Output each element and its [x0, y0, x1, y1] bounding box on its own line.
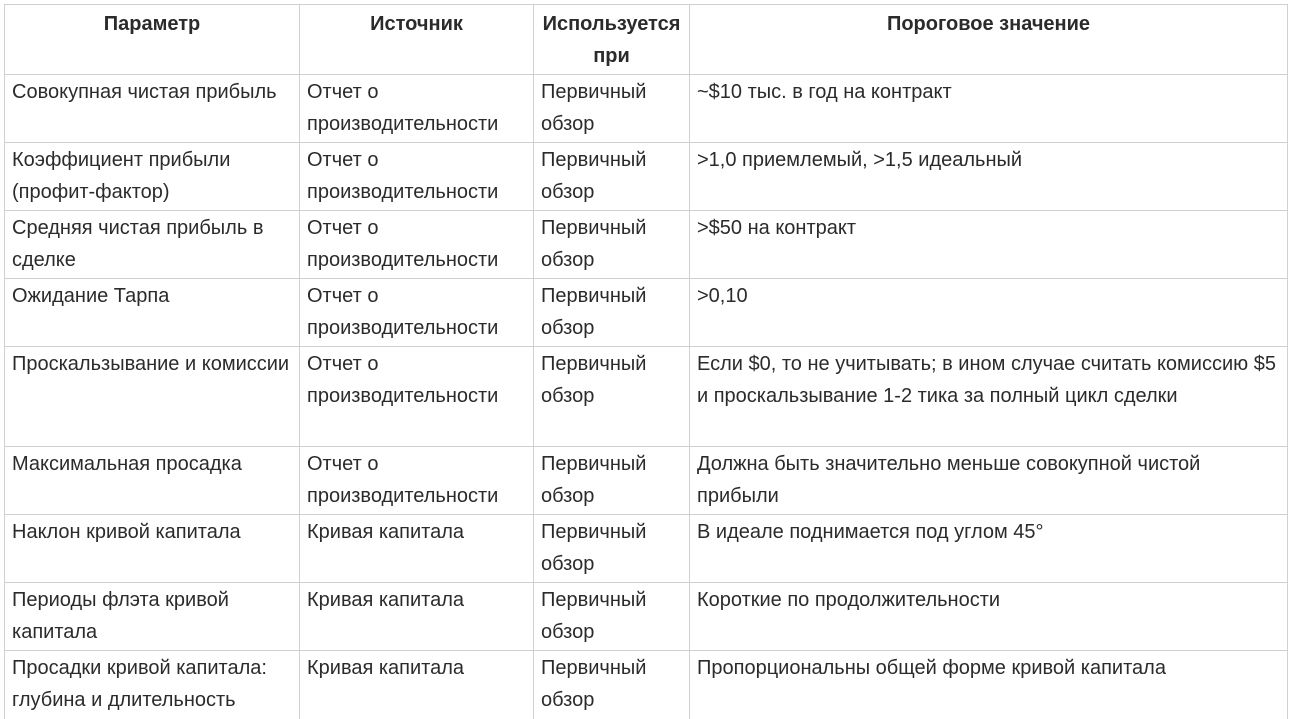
table-body: [5, 75, 1288, 719]
table-row: [5, 211, 1288, 279]
cell-used-at: Первичный обзор: [534, 515, 690, 583]
cell-used-at: Первичный обзор: [534, 143, 690, 211]
cell-source: Отчет о производительности: [300, 211, 534, 279]
cell-parameter: Просадки кривой капитала: глубина и длительность: [5, 651, 300, 719]
cell-threshold: Короткие по продолжительности: [690, 583, 1288, 651]
criteria-table: [4, 4, 1288, 719]
header-parameter: Параметр: [5, 5, 300, 75]
cell-source: Отчет о производительности: [300, 143, 534, 211]
header-row: [5, 5, 1288, 75]
cell-source: Кривая капитала: [300, 651, 534, 719]
header-threshold: Пороговое значение: [690, 5, 1288, 75]
cell-used-at: Первичный обзор: [534, 211, 690, 279]
cell-source: Отчет о производительности: [300, 75, 534, 143]
cell-source: Отчет о производительности: [300, 347, 534, 447]
cell-used-at: Первичный обзор: [534, 447, 690, 515]
table-row: [5, 143, 1288, 211]
table-row: [5, 279, 1288, 347]
cell-used-at: Первичный обзор: [534, 651, 690, 719]
cell-used-at: Первичный обзор: [534, 583, 690, 651]
table-header: [5, 5, 1288, 75]
header-source: Источник: [300, 5, 534, 75]
cell-parameter: Ожидание Тарпа: [5, 279, 300, 347]
cell-threshold: >$50 на контракт: [690, 211, 1288, 279]
cell-used-at: Первичный обзор: [534, 347, 690, 447]
cell-source: Кривая капитала: [300, 583, 534, 651]
table-row: [5, 447, 1288, 515]
cell-threshold: Пропорциональны общей форме кривой капитала: [690, 651, 1288, 719]
table-row: [5, 75, 1288, 143]
cell-parameter: Проскальзывание и комиссии: [5, 347, 300, 447]
cell-parameter: Совокупная чистая прибыль: [5, 75, 300, 143]
table-row: [5, 347, 1288, 447]
cell-threshold: ~$10 тыс. в год на контракт: [690, 75, 1288, 143]
cell-source: Отчет о производительности: [300, 279, 534, 347]
table-row: [5, 651, 1288, 719]
table-row: [5, 515, 1288, 583]
cell-parameter: Периоды флэта кривой капитала: [5, 583, 300, 651]
cell-parameter: Средняя чистая прибыль в сделке: [5, 211, 300, 279]
cell-parameter: Коэффициент прибыли (профит-фактор): [5, 143, 300, 211]
cell-parameter: Наклон кривой капитала: [5, 515, 300, 583]
cell-threshold: >1,0 приемлемый, >1,5 идеальный: [690, 143, 1288, 211]
cell-parameter: Максимальная просадка: [5, 447, 300, 515]
cell-threshold: Если $0, то не учитывать; в ином случае считать комиссию $5 и проскальзывание 1-2 тика за полный цикл сделки: [690, 347, 1288, 447]
table-row: [5, 583, 1288, 651]
cell-source: Отчет о производительности: [300, 447, 534, 515]
cell-source: Кривая капитала: [300, 515, 534, 583]
header-used-at: Используется при: [534, 5, 690, 75]
cell-used-at: Первичный обзор: [534, 279, 690, 347]
cell-threshold: >0,10: [690, 279, 1288, 347]
cell-used-at: Первичный обзор: [534, 75, 690, 143]
cell-threshold: Должна быть значительно меньше совокупной чистой прибыли: [690, 447, 1288, 515]
cell-threshold: В идеале поднимается под углом 45°: [690, 515, 1288, 583]
